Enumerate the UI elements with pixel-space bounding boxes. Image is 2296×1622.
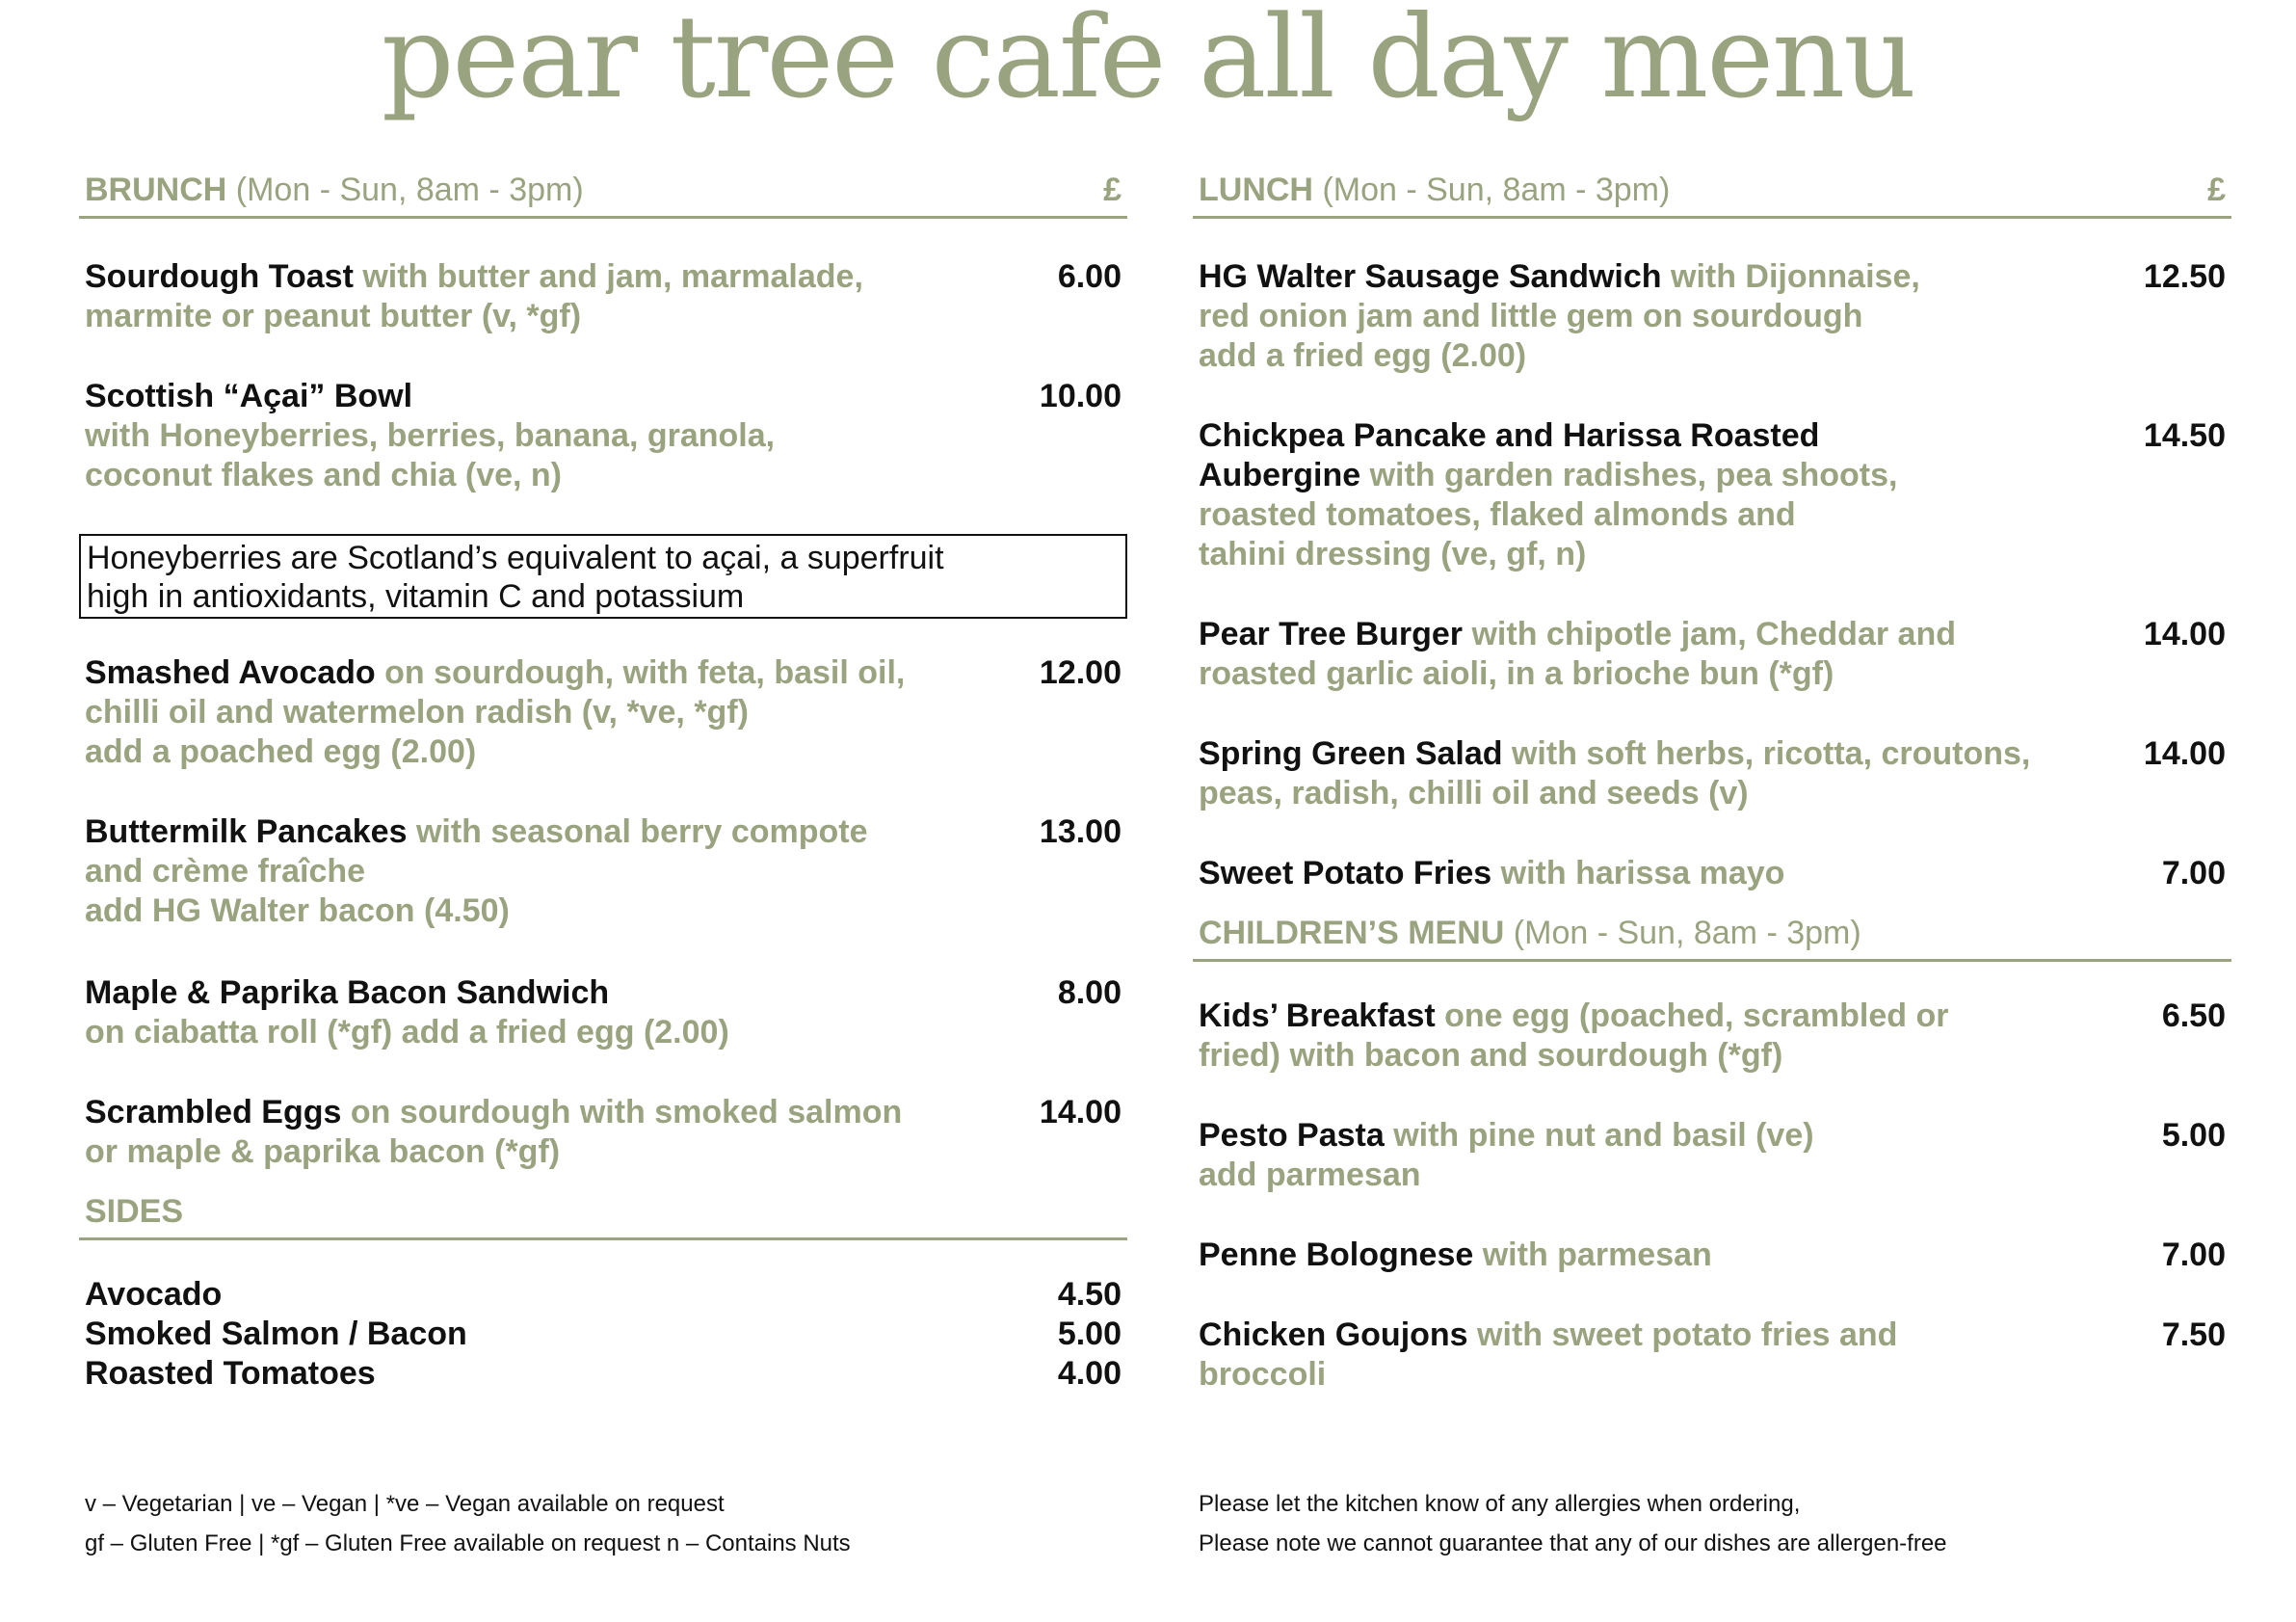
item-name: Avocado [85,1276,223,1313]
honeyberries-note [79,534,1127,619]
item-description: with chipotle jam, Cheddar and [1471,616,1956,652]
item-description: with pine nut and basil (ve) [1393,1117,1814,1154]
item-price: 14.00 [2143,735,2226,772]
section-title: CHILDREN’S MENU [1199,915,1505,951]
menu-item [85,377,1127,495]
item-description: with soft herbs, ricotta, croutons, [1511,735,2031,772]
menu-item [1199,257,2231,376]
item-price: 10.00 [1039,378,1122,414]
item-description: on ciabatta roll (*gf) add a fried egg (2.00) [85,1014,729,1050]
dietary-key-line: v – Vegetarian | ve – Vegan | *ve – Vegan available on request [85,1491,725,1517]
item-description: marmite or peanut butter (v, *gf) [85,298,582,334]
menu-item [1199,1236,2231,1275]
item-description: peas, radish, chilli oil and seeds (v) [1199,775,1749,811]
item-price: 14.00 [2143,616,2226,652]
item-description: or maple & paprika bacon (*gf) [85,1133,561,1170]
item-name: Sourdough Toast [85,258,354,295]
note-line: high in antioxidants, vitamin C and potassium [87,578,745,615]
item-addon: add parmesan [1199,1157,1421,1193]
item-description: with butter and jam, marmalade, [362,258,863,295]
item-price: 6.50 [2161,997,2226,1034]
item-description: with seasonal berry compote [415,813,868,850]
menu-item [85,973,1127,1052]
item-description: with parmesan [1482,1236,1712,1273]
item-description: with sweet potato fries and [1477,1316,1898,1353]
item-price: 4.50 [1057,1276,1122,1313]
menu-item [1199,416,2231,574]
item-name: Scrambled Eggs [85,1094,342,1130]
item-description: fried) with bacon and sourdough (*gf) [1199,1037,1783,1074]
menu-item [85,812,1127,931]
item-description: with Dijonnaise, [1671,258,1920,295]
currency-symbol: £ [2207,172,2226,208]
left-column [79,164,1127,1394]
menu-item [1199,615,2231,694]
menu-item [1199,1116,2231,1195]
item-price: 7.00 [2161,1236,2226,1273]
item-name: HG Walter Sausage Sandwich [1199,258,1662,295]
item-description: red onion jam and little gem on sourdough [1199,298,1863,334]
item-description: one egg (poached, scrambled or [1444,997,1949,1034]
item-description: tahini dressing (ve, gf, n) [1199,536,1587,572]
item-description: coconut flakes and chia (ve, n) [85,457,563,493]
item-description: and crème fraîche [85,853,366,890]
item-name: Roasted Tomatoes [85,1355,376,1392]
item-price: 7.00 [2161,855,2226,891]
section-hours: (Mon - Sun, 8am - 3pm) [235,172,584,208]
sides-list [85,1275,1127,1394]
item-name: Spring Green Salad [1199,735,1503,772]
dietary-key-line: gf – Gluten Free | *gf – Gluten Free available on request n – Contains Nuts [85,1530,851,1556]
item-addon: add a fried egg (2.00) [1199,337,1527,374]
item-price: 13.00 [1039,813,1122,850]
brunch-header [79,164,1127,219]
section-hours: (Mon - Sun, 8am - 3pm) [1513,915,1861,951]
item-description: with Honeyberries, berries, banana, granola, [85,417,776,454]
item-addon: add HG Walter bacon (4.50) [85,892,510,929]
sides-header [79,1185,1127,1240]
section-title: LUNCH [1199,172,1313,208]
item-price: 12.50 [2143,258,2226,295]
side-item [85,1275,1127,1315]
menu-item [85,653,1127,772]
allergy-notice-line: Please let the kitchen know of any allergies when ordering, [1199,1491,1801,1517]
allergy-notice-line: Please note we cannot guarantee that any of our dishes are allergen-free [1199,1530,1947,1556]
item-description: with harissa mayo [1500,855,1785,891]
item-name: Scottish “Açai” Bowl [85,378,413,414]
item-name: Pear Tree Burger [1199,616,1464,652]
menu-item [1199,1316,2231,1395]
item-name: Chickpea Pancake and Harissa Roasted [1199,417,1820,454]
item-price: 12.00 [1039,654,1122,691]
item-description: broccoli [1199,1356,1327,1393]
item-price: 14.00 [1039,1094,1122,1130]
dietary-key [85,1484,851,1563]
childrens-menu-header [1193,907,2231,962]
menu-item [1199,734,2231,813]
currency-symbol: £ [1103,172,1122,208]
item-addon: add a poached egg (2.00) [85,733,477,770]
menu-item [1199,854,2231,893]
item-price: 5.00 [2161,1117,2226,1154]
side-item [85,1354,1127,1394]
menu-item [85,1093,1127,1172]
right-column [1193,164,2231,1395]
menu-title: pear tree cafe all day menu [381,0,1915,123]
item-price: 6.00 [1057,258,1122,295]
section-title: BRUNCH [85,172,227,208]
item-price: 5.00 [1057,1316,1122,1352]
item-description: on sourdough with smoked salmon [350,1094,903,1130]
allergy-notice [1199,1484,1947,1563]
section-title: SIDES [85,1193,184,1230]
item-name: Kids’ Breakfast [1199,997,1436,1034]
item-price: 4.00 [1057,1355,1122,1392]
item-name: Smashed Avocado [85,654,376,691]
note-line: Honeyberries are Scotland’s equivalent to açai, a superfruit [87,540,944,576]
side-item [85,1315,1127,1354]
item-name: Penne Bolognese [1199,1236,1474,1273]
item-name: Buttermilk Pancakes [85,813,408,850]
item-name-continued: Aubergine [1199,457,1361,493]
section-hours: (Mon - Sun, 8am - 3pm) [1322,172,1671,208]
item-price: 8.00 [1057,974,1122,1011]
lunch-header [1193,164,2231,219]
menu-item [85,257,1127,336]
menu-item [1199,997,2231,1076]
item-description: roasted garlic aioli, in a brioche bun (*gf) [1199,655,1834,692]
item-name: Pesto Pasta [1199,1117,1385,1154]
item-name: Maple & Paprika Bacon Sandwich [85,974,610,1011]
item-description: with garden radishes, pea shoots, [1369,457,1898,493]
item-description: roasted tomatoes, flaked almonds and [1199,496,1796,533]
item-name: Sweet Potato Fries [1199,855,1492,891]
item-price: 14.50 [2143,417,2226,454]
item-price: 7.50 [2161,1316,2226,1353]
item-name: Chicken Goujons [1199,1316,1468,1353]
item-description: on sourdough, with feta, basil oil, [384,654,906,691]
item-name: Smoked Salmon / Bacon [85,1316,467,1352]
item-description: chilli oil and watermelon radish (v, *ve, *gf) [85,694,749,731]
